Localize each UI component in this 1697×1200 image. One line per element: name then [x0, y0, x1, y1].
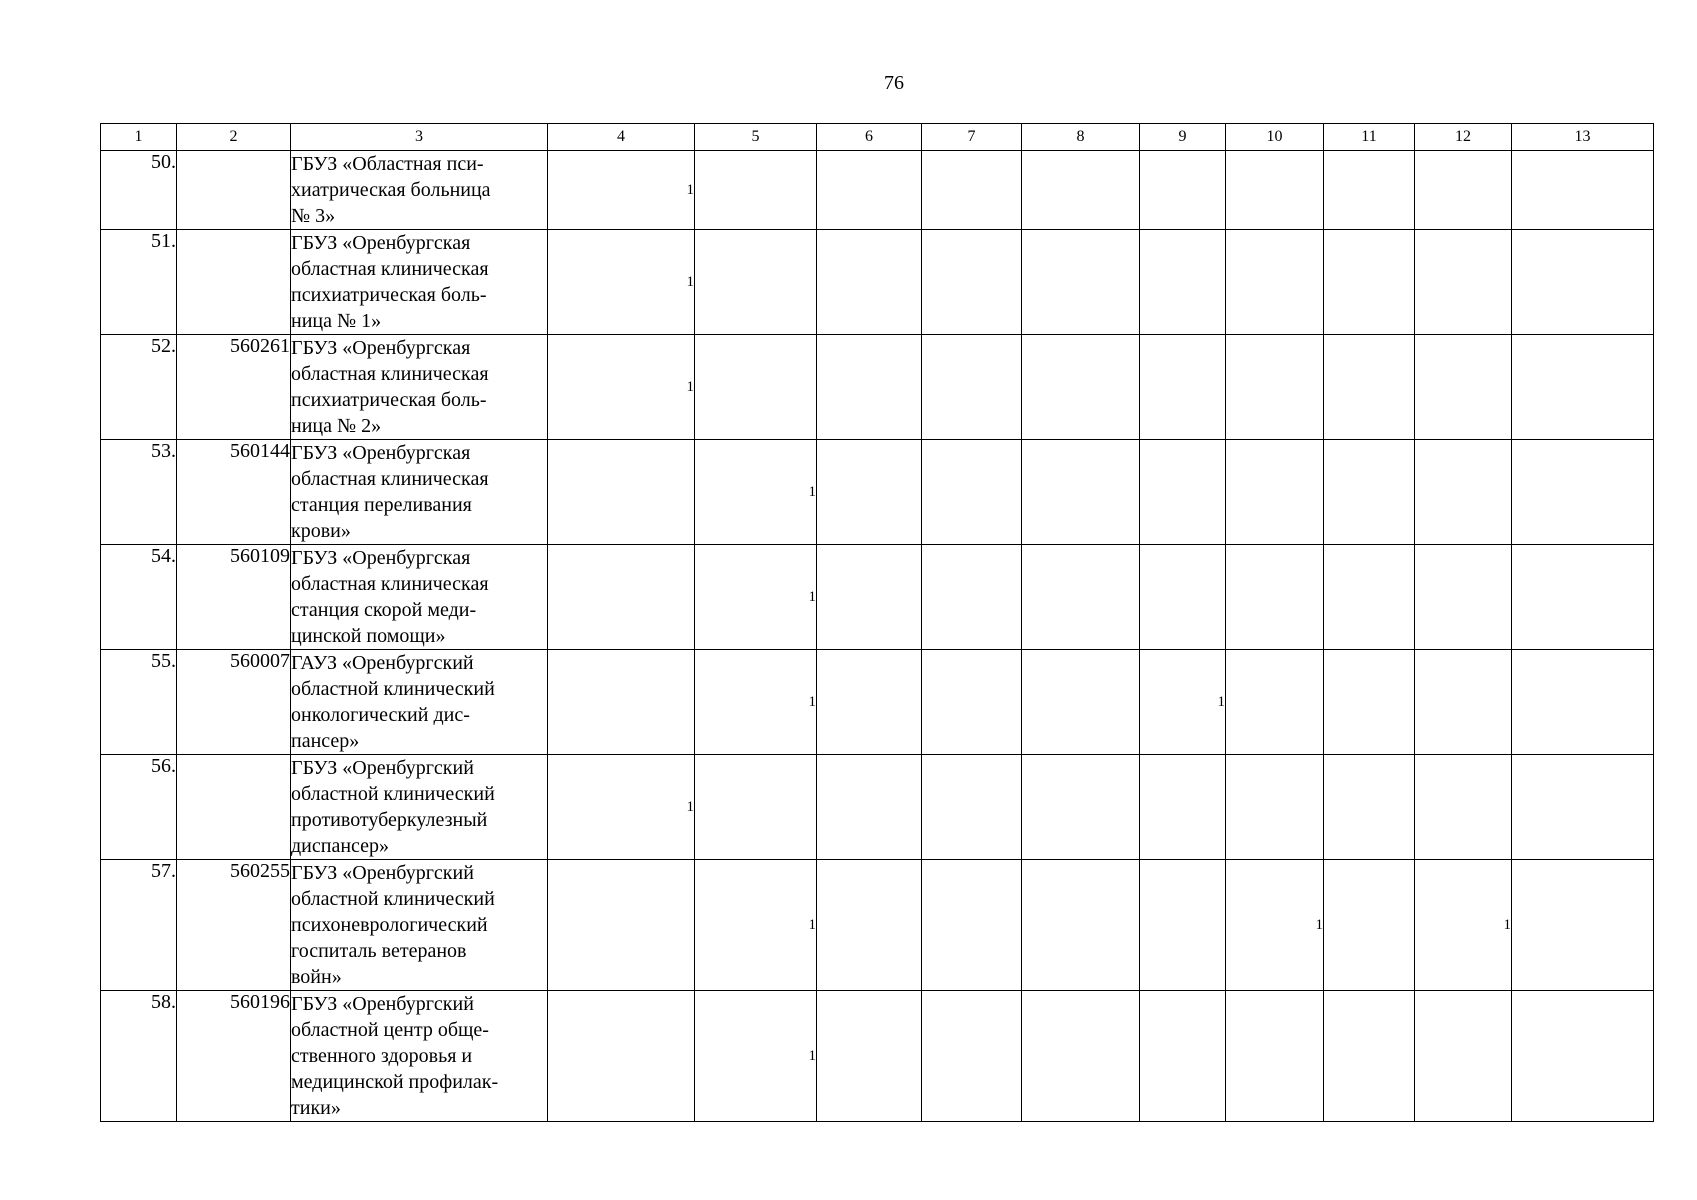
mark-cell: 1: [695, 545, 817, 650]
column-header: 12: [1415, 124, 1512, 151]
mark-cell: [1512, 860, 1654, 991]
column-header: 10: [1226, 124, 1324, 151]
mark-cell: [1140, 335, 1226, 440]
column-header: 13: [1512, 124, 1654, 151]
column-header: 1: [101, 124, 177, 151]
mark-cell: [922, 151, 1022, 230]
mark-cell: [1140, 440, 1226, 545]
column-header: 5: [695, 124, 817, 151]
row-number-cell: 54.: [101, 545, 177, 650]
mark-cell: [1140, 230, 1226, 335]
row-number-cell: 57.: [101, 860, 177, 991]
column-header: 11: [1324, 124, 1415, 151]
mark-cell: [1324, 991, 1415, 1122]
mark-cell: 1: [695, 860, 817, 991]
organization-name-cell: ГБУЗ «Оренбургская областная клиническая психиатрическая боль- ница № 2»: [291, 335, 548, 440]
column-header: 8: [1022, 124, 1140, 151]
mark-cell: [1324, 230, 1415, 335]
mark-cell: [1022, 650, 1140, 755]
mark-cell: [1415, 440, 1512, 545]
mark-cell: [817, 545, 922, 650]
organization-name-cell: ГБУЗ «Оренбургский областной клинический психоневрологический госпиталь ветеранов войн»: [291, 860, 548, 991]
table-row: [101, 755, 1654, 860]
mark-cell: [548, 440, 695, 545]
row-number-cell: 52.: [101, 335, 177, 440]
mark-cell: [548, 860, 695, 991]
code-cell: 560109: [177, 545, 291, 650]
mark-cell: [548, 991, 695, 1122]
mark-cell: [817, 650, 922, 755]
mark-cell: 1: [1226, 860, 1324, 991]
mark-cell: [817, 755, 922, 860]
page-number: 76: [884, 72, 904, 94]
mark-cell: [1324, 650, 1415, 755]
code-cell: 560196: [177, 991, 291, 1122]
mark-cell: [1512, 991, 1654, 1122]
table-row: [101, 991, 1654, 1122]
table-row: [101, 545, 1654, 650]
row-number-cell: 56.: [101, 755, 177, 860]
organization-name-cell: ГБУЗ «Оренбургская областная клиническая психиатрическая боль- ница № 1»: [291, 230, 548, 335]
table-row: [101, 440, 1654, 545]
mark-cell: [1022, 755, 1140, 860]
mark-cell: [1324, 545, 1415, 650]
mark-cell: 1: [695, 650, 817, 755]
mark-cell: [817, 860, 922, 991]
table-row: [101, 230, 1654, 335]
mark-cell: [817, 335, 922, 440]
row-number-cell: 50.: [101, 151, 177, 230]
mark-cell: [817, 440, 922, 545]
mark-cell: [1415, 335, 1512, 440]
mark-cell: 1: [548, 335, 695, 440]
mark-cell: [1324, 755, 1415, 860]
mark-cell: [1226, 991, 1324, 1122]
code-cell: 560255: [177, 860, 291, 991]
mark-cell: [1415, 230, 1512, 335]
organization-name-cell: ГАУЗ «Оренбургский областной клинический онкологический дис- пансер»: [291, 650, 548, 755]
column-header: 7: [922, 124, 1022, 151]
mark-cell: 1: [548, 230, 695, 335]
mark-cell: [1022, 335, 1140, 440]
mark-cell: [1226, 440, 1324, 545]
mark-cell: [1415, 755, 1512, 860]
mark-cell: [1022, 991, 1140, 1122]
mark-cell: 1: [548, 755, 695, 860]
organization-name-cell: ГБУЗ «Оренбургский областной клинический противотуберкулезный диспансер»: [291, 755, 548, 860]
organization-name-cell: ГБУЗ «Оренбургская областная клиническая станция скорой меди- цинской помощи»: [291, 545, 548, 650]
mark-cell: [1415, 545, 1512, 650]
mark-cell: [695, 755, 817, 860]
mark-cell: [922, 991, 1022, 1122]
mark-cell: [1022, 440, 1140, 545]
mark-cell: [1512, 335, 1654, 440]
code-cell: [177, 755, 291, 860]
mark-cell: [1512, 650, 1654, 755]
column-header: 4: [548, 124, 695, 151]
mark-cell: [817, 230, 922, 335]
mark-cell: [1022, 151, 1140, 230]
mark-cell: [1226, 151, 1324, 230]
code-cell: 560007: [177, 650, 291, 755]
mark-cell: [1512, 230, 1654, 335]
mark-cell: [1226, 230, 1324, 335]
mark-cell: [1140, 991, 1226, 1122]
mark-cell: 1: [1415, 860, 1512, 991]
mark-cell: 1: [1140, 650, 1226, 755]
code-cell: [177, 151, 291, 230]
table-row: [101, 860, 1654, 991]
mark-cell: [1415, 650, 1512, 755]
mark-cell: [922, 650, 1022, 755]
mark-cell: [1140, 755, 1226, 860]
mark-cell: [1022, 860, 1140, 991]
mark-cell: [1324, 335, 1415, 440]
mark-cell: [695, 335, 817, 440]
mark-cell: [922, 440, 1022, 545]
column-header: 9: [1140, 124, 1226, 151]
mark-cell: [1022, 230, 1140, 335]
organization-name-cell: ГБУЗ «Оренбургская областная клиническая станция переливания крови»: [291, 440, 548, 545]
organization-name-cell: ГБУЗ «Оренбургский областной центр обще- ственного здоровья и медицинской профилак- тики»: [291, 991, 548, 1122]
data-table: [100, 123, 1654, 1122]
table-row: [101, 151, 1654, 230]
mark-cell: [1140, 545, 1226, 650]
mark-cell: [922, 335, 1022, 440]
mark-cell: [1140, 860, 1226, 991]
row-number-cell: 53.: [101, 440, 177, 545]
row-number-cell: 51.: [101, 230, 177, 335]
table-row: [101, 650, 1654, 755]
mark-cell: [1324, 860, 1415, 991]
mark-cell: [1226, 545, 1324, 650]
code-cell: 560144: [177, 440, 291, 545]
table-row: [101, 335, 1654, 440]
mark-cell: [1140, 151, 1226, 230]
mark-cell: [1512, 151, 1654, 230]
mark-cell: 1: [695, 991, 817, 1122]
mark-cell: [817, 991, 922, 1122]
mark-cell: [922, 755, 1022, 860]
table-header-row: [101, 124, 1654, 151]
table-body: [101, 151, 1654, 1122]
mark-cell: [922, 545, 1022, 650]
row-number-cell: 58.: [101, 991, 177, 1122]
code-cell: 560261: [177, 335, 291, 440]
mark-cell: 1: [695, 440, 817, 545]
column-header: 2: [177, 124, 291, 151]
mark-cell: [695, 151, 817, 230]
mark-cell: [1512, 440, 1654, 545]
mark-cell: [1022, 545, 1140, 650]
mark-cell: [1324, 440, 1415, 545]
mark-cell: [695, 230, 817, 335]
mark-cell: 1: [548, 151, 695, 230]
mark-cell: [922, 230, 1022, 335]
column-header: 3: [291, 124, 548, 151]
mark-cell: [1512, 545, 1654, 650]
mark-cell: [1512, 755, 1654, 860]
mark-cell: [817, 151, 922, 230]
mark-cell: [548, 545, 695, 650]
mark-cell: [1226, 335, 1324, 440]
mark-cell: [1324, 151, 1415, 230]
column-header: 6: [817, 124, 922, 151]
organization-name-cell: ГБУЗ «Областная пси- хиатрическая больница № 3»: [291, 151, 548, 230]
code-cell: [177, 230, 291, 335]
row-number-cell: 55.: [101, 650, 177, 755]
mark-cell: [1226, 755, 1324, 860]
mark-cell: [1226, 650, 1324, 755]
mark-cell: [1415, 151, 1512, 230]
mark-cell: [548, 650, 695, 755]
mark-cell: [922, 860, 1022, 991]
mark-cell: [1415, 991, 1512, 1122]
